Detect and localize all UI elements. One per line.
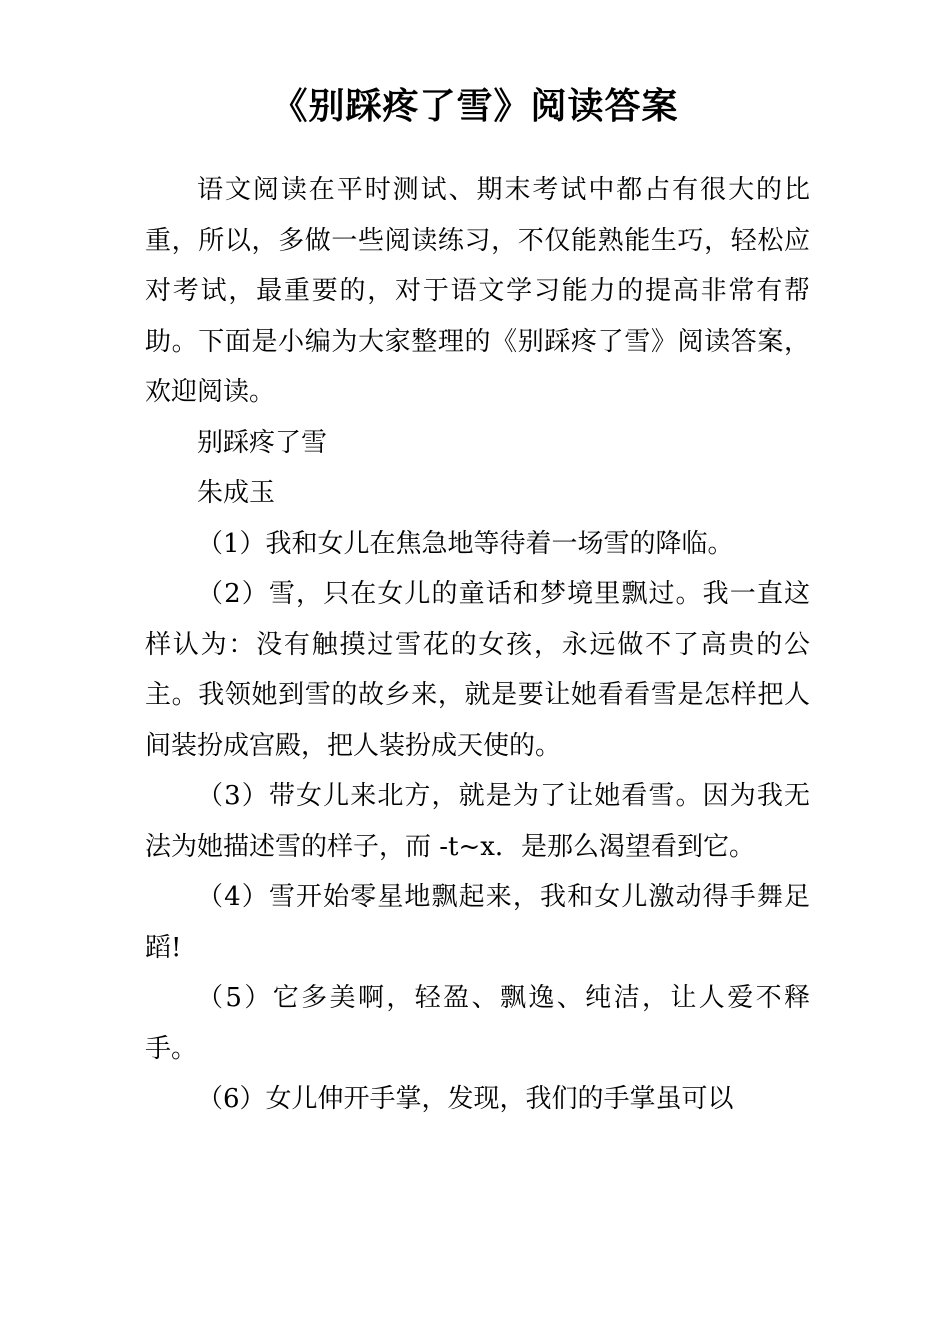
paragraph-1: （1）我和女儿在焦急地等待着一场雪的降临。 bbox=[197, 528, 734, 559]
paragraph-5: （5）它多美啊，轻盈、飘逸、纯洁，让人爱不释手。 bbox=[145, 983, 810, 1064]
paragraph-4: （4）雪开始零星地飘起来，我和女儿激动得手舞足蹈! bbox=[145, 882, 810, 963]
document-body bbox=[145, 165, 810, 1125]
article-author: 朱成玉 bbox=[197, 478, 276, 508]
article-title: 别踩疼了雪 bbox=[197, 427, 328, 458]
paragraph-2: （2）雪，只在女儿的童话和梦境里飘过。我一直这样认为：没有触摸过雪花的女孩，永远做不了高贵的公主。我领她到雪的故乡来，就是要让她看看雪是怎样把人间装扮成宫殿，把人装扮成天使的。 bbox=[145, 579, 810, 761]
paragraph-6: （6）女儿伸开手掌，发现，我们的手掌虽可以 bbox=[197, 1084, 734, 1114]
paragraph-3: （3）带女儿来北方，就是为了让她看雪。因为我无法为她描述雪的样子，而 -t~x．是那么渴望看到它。 bbox=[145, 781, 810, 862]
document-title: 《别踩疼了雪》阅读答案 bbox=[271, 85, 679, 127]
intro-paragraph: 语文阅读在平时测试、期末考试中都占有很大的比重，所以，多做一些阅读练习，不仅能熟能生巧，轻松应对考试，最重要的，对于语文学习能力的提高非常有帮助。下面是小编为大家整理的《别踩疼了雪》阅读答案，欢迎阅读。 bbox=[145, 175, 810, 407]
